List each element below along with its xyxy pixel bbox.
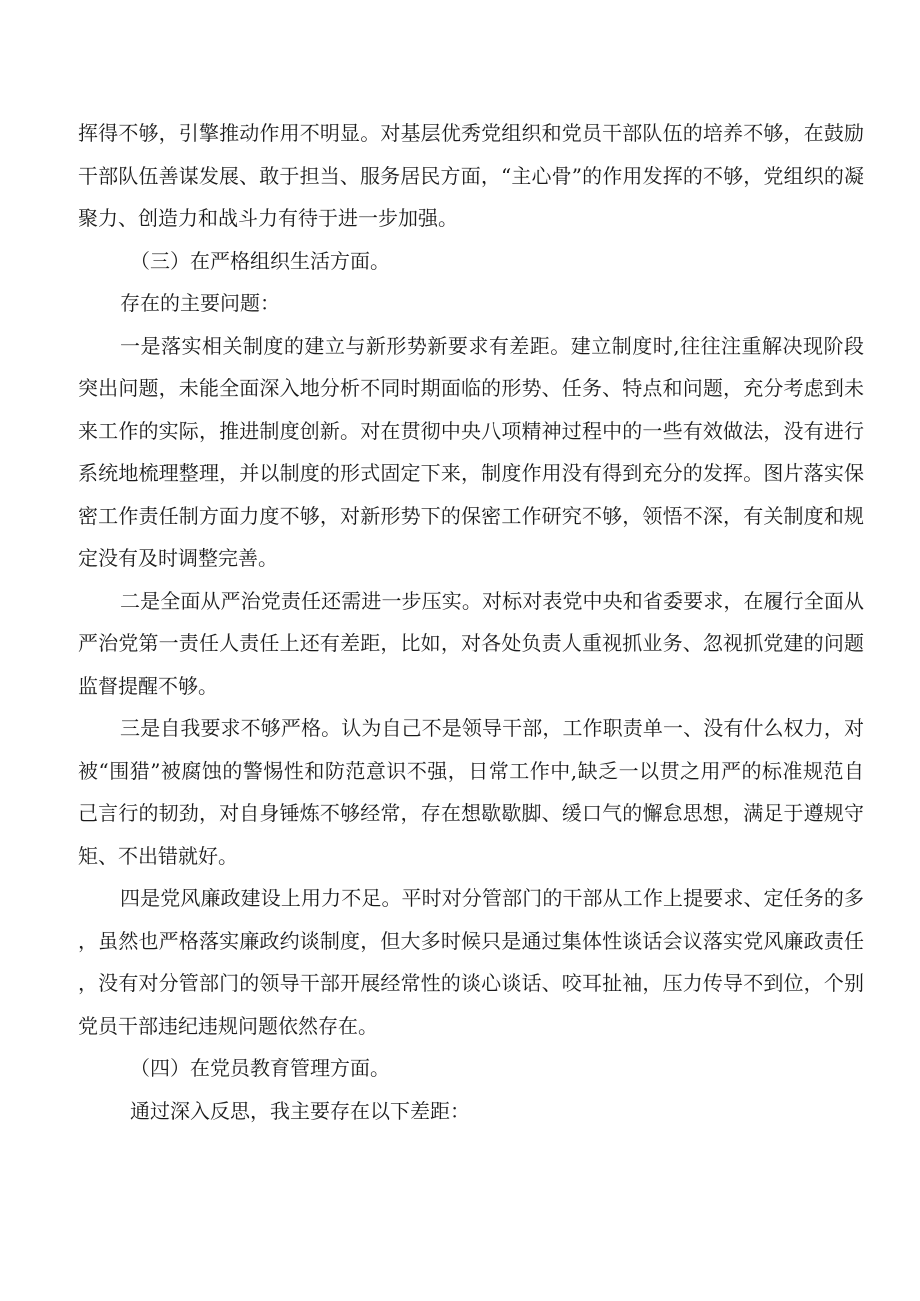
paragraph-item-3: 三是自我要求不够严格。认为自己不是领导干部，工作职责单一、没有什么权力，对被“围猎”被腐蚀的警惕性和防范意识不强，日常工作中,缺乏一以贯之用严的标准规范自己言行的韧劲，对自身锤炼不够经常，存在想歇歇脚、缓口气的懈怠思想，满足于遵规守矩、不出错就好。 bbox=[78, 716, 864, 868]
section-heading-3: （三）在严格组织生活方面。 bbox=[130, 248, 390, 273]
section-heading-4: （四）在党员教育管理方面。 bbox=[130, 1056, 390, 1080]
paragraph-item-1: 一是落实相关制度的建立与新形势新要求有差距。建立制度时,往往注重解决现阶段突出问题，未能全面深入地分析不同时期面临的形势、任务、特点和问题，充分考虑到未来工作的实际，推进制度创新。对在贯彻中央八项精神过程中的一些有效做法，没有进行系统地梳理整理，并以制度的形式固定下来，制度作用没有得到充分的发挥。图片落实保密工作责任制方面力度不够，对新形势下的保密工作研究不够，领悟不深，有关制度和规定没有及时调整完善。 bbox=[78, 333, 864, 570]
paragraph-item-2: 二是全面从严治党责任还需进一步压实。对标对表党中央和省委要求，在履行全面从严治党第一责任人责任上还有差距，比如，对各处负责人重视抓业务、忽视抓党建的问题监督提醒不够。 bbox=[78, 588, 864, 698]
document-body bbox=[78, 112, 864, 1132]
paragraph-intro-4: 通过深入反思，我主要存在以下差距： bbox=[130, 1098, 470, 1123]
paragraph-item-4: 四是党风廉政建设上用力不足。平时对分管部门的干部从工作上提要求、定任务的多，虽然也严格落实廉政约谈制度，但大多时候只是通过集体性谈话会议落实党风廉政责任，没有对分管部门的领导干部开展经常性的谈心谈话、咬耳扯袖，压力传导不到位，个别党员干部违纪违规问题依然存在。 bbox=[78, 886, 864, 1038]
paragraph-continuation: 挥得不够，引擎推动作用不明显。对基层优秀党组织和党员干部队伍的培养不够，在鼓励干部队伍善谋发展、敢于担当、服务居民方面，“主心骨”的作用发挥的不够，党组织的凝聚力、创造力和战斗力有待于进一步加强。 bbox=[78, 121, 864, 230]
paragraph-main-issues: 存在的主要问题： bbox=[120, 291, 280, 315]
